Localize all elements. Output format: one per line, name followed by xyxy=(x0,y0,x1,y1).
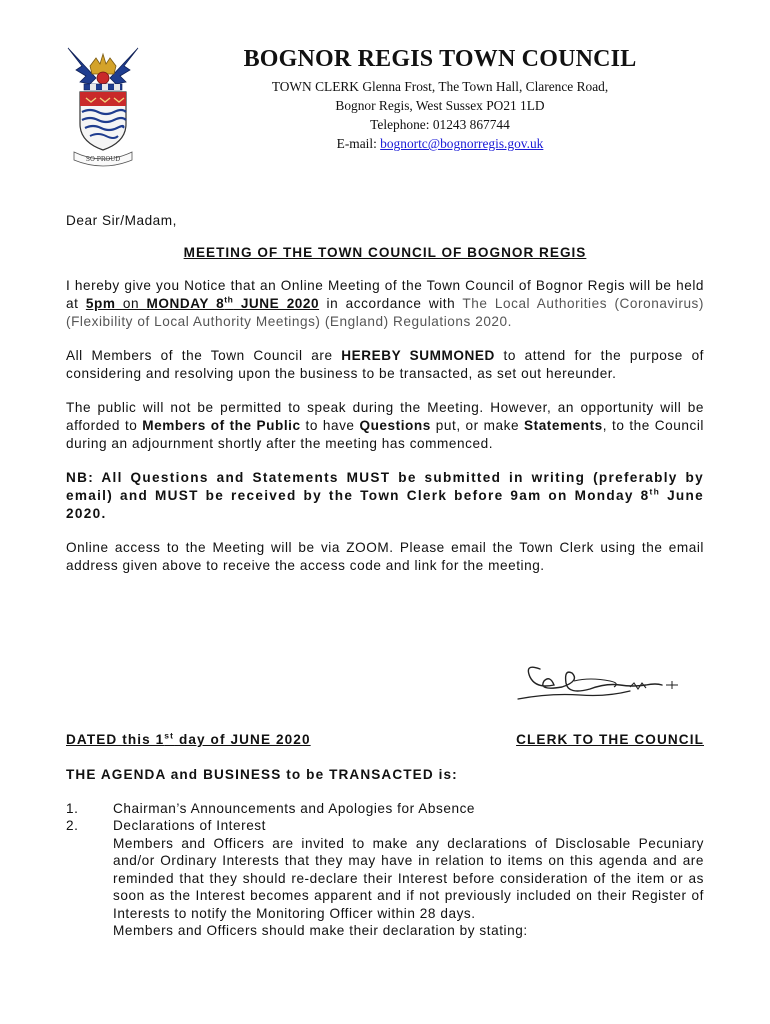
council-crest-icon xyxy=(60,40,146,170)
dated-text-end: day of JUNE 2020 xyxy=(174,732,311,747)
agenda-item-title: Chairman’s Announcements and Apologies for Absence xyxy=(113,800,476,816)
email-line xyxy=(160,134,720,153)
summons-text: All Members of the Town Council are xyxy=(66,348,342,363)
dated-line xyxy=(66,732,311,747)
agenda-item-2 xyxy=(66,817,704,940)
agenda-section xyxy=(66,766,704,940)
agenda-item-number: 1. xyxy=(66,800,79,816)
salutation: Dear Sir/Madam, xyxy=(66,213,177,228)
meeting-date-month: JUNE 2020 xyxy=(233,296,320,311)
letter-subject: MEETING OF THE TOWN COUNCIL OF BOGNOR REGIS xyxy=(183,245,587,260)
email-label: E-mail: xyxy=(336,136,381,151)
public-paragraph xyxy=(66,399,704,453)
accordance-text: in accordance with xyxy=(319,296,463,311)
nb-text: NB: All Questions and Statements MUST be submitted in writing (preferably by email) and MUST be received by the Town Clerk before 9am on Monday 8 xyxy=(66,470,704,503)
town-postcode-line: Bognor Regis, West Sussex PO21 1LD xyxy=(335,98,545,113)
regulations-text: The Local Authorities (Coronavirus) (Flexibility of Local Authority Meetings) (England) Regulations 2020. xyxy=(66,296,704,329)
meeting-date-suffix: th xyxy=(224,294,234,305)
meeting-date xyxy=(147,296,320,311)
meeting-date-day: MONDAY 8 xyxy=(146,296,225,311)
agenda-item-title: Declarations of Interest xyxy=(113,818,266,833)
email-link[interactable]: bognortc@bognorregis.gov.uk xyxy=(380,136,544,151)
handwritten-signature-icon xyxy=(510,655,700,710)
dated-suffix: st xyxy=(164,730,175,741)
statements-emphasis: Statements xyxy=(524,418,603,433)
meeting-time: 5pm xyxy=(85,296,116,311)
nb-date-suffix: th xyxy=(649,486,661,497)
public-text-3: put, or make xyxy=(430,418,524,433)
agenda-item-1 xyxy=(66,800,704,818)
agenda-heading: THE AGENDA and BUSINESS to be TRANSACTED is: xyxy=(66,767,458,782)
public-text-4: , to the Council during an adjournment shortly after the meeting has commenced. xyxy=(66,418,704,451)
on-text: on xyxy=(115,296,147,311)
telephone-line: Telephone: 01243 867744 xyxy=(370,117,510,132)
summons-text-end: to attend for the purpose of considering and resolving upon the business to be transacted, as set out hereunder. xyxy=(66,348,705,381)
members-of-public: Members of the Public xyxy=(142,418,301,433)
online-access-paragraph: Online access to the Meeting will be via ZOOM. Please email the Town Clerk using the email address given above to receive the access code and link for the meeting. xyxy=(66,540,704,573)
crest-motto: SO PROUD xyxy=(85,156,121,163)
clerk-to-council-label: CLERK TO THE COUNCIL xyxy=(516,732,704,747)
agenda-item-detail-2: Members and Officers should make their declaration by stating: xyxy=(113,923,528,938)
nb-text-end: June 2020. xyxy=(66,488,704,521)
letterhead xyxy=(160,46,720,153)
agenda-item-detail: Members and Officers are invited to make any declarations of Disclosable Pecuniary and/or Ordinary Interests that they may have in relation to items on this agenda and are reminded that they should re-declare their Interest before consideration of the item or as soon as the Interest becomes apparent and if not previously included on their Register of Interests to notify the Monitoring Officer within 28 days. xyxy=(113,835,704,921)
questions-emphasis: Questions xyxy=(359,418,431,433)
organisation-name: BOGNOR REGIS TOWN COUNCIL xyxy=(243,46,637,72)
summoned-emphasis: HEREBY SUMMONED xyxy=(341,348,495,363)
notice-paragraph xyxy=(66,277,704,331)
public-text: The public will not be permitted to speak during the Meeting. However, an opportunity will be afforded to xyxy=(66,400,704,433)
dated-row xyxy=(66,732,704,752)
nb-paragraph xyxy=(66,469,704,523)
clerk-address-line: TOWN CLERK Glenna Frost, The Town Hall, Clarence Road, xyxy=(271,79,609,94)
summons-paragraph xyxy=(66,347,704,383)
public-text-2: to have xyxy=(300,418,360,433)
dated-text: DATED this 1 xyxy=(66,732,165,747)
notice-text: I hereby give you Notice that an Online Meeting of the Town Council of Bognor Regis will be held at xyxy=(66,278,704,311)
letter-body xyxy=(66,212,704,591)
agenda-item-number: 2. xyxy=(66,818,79,833)
